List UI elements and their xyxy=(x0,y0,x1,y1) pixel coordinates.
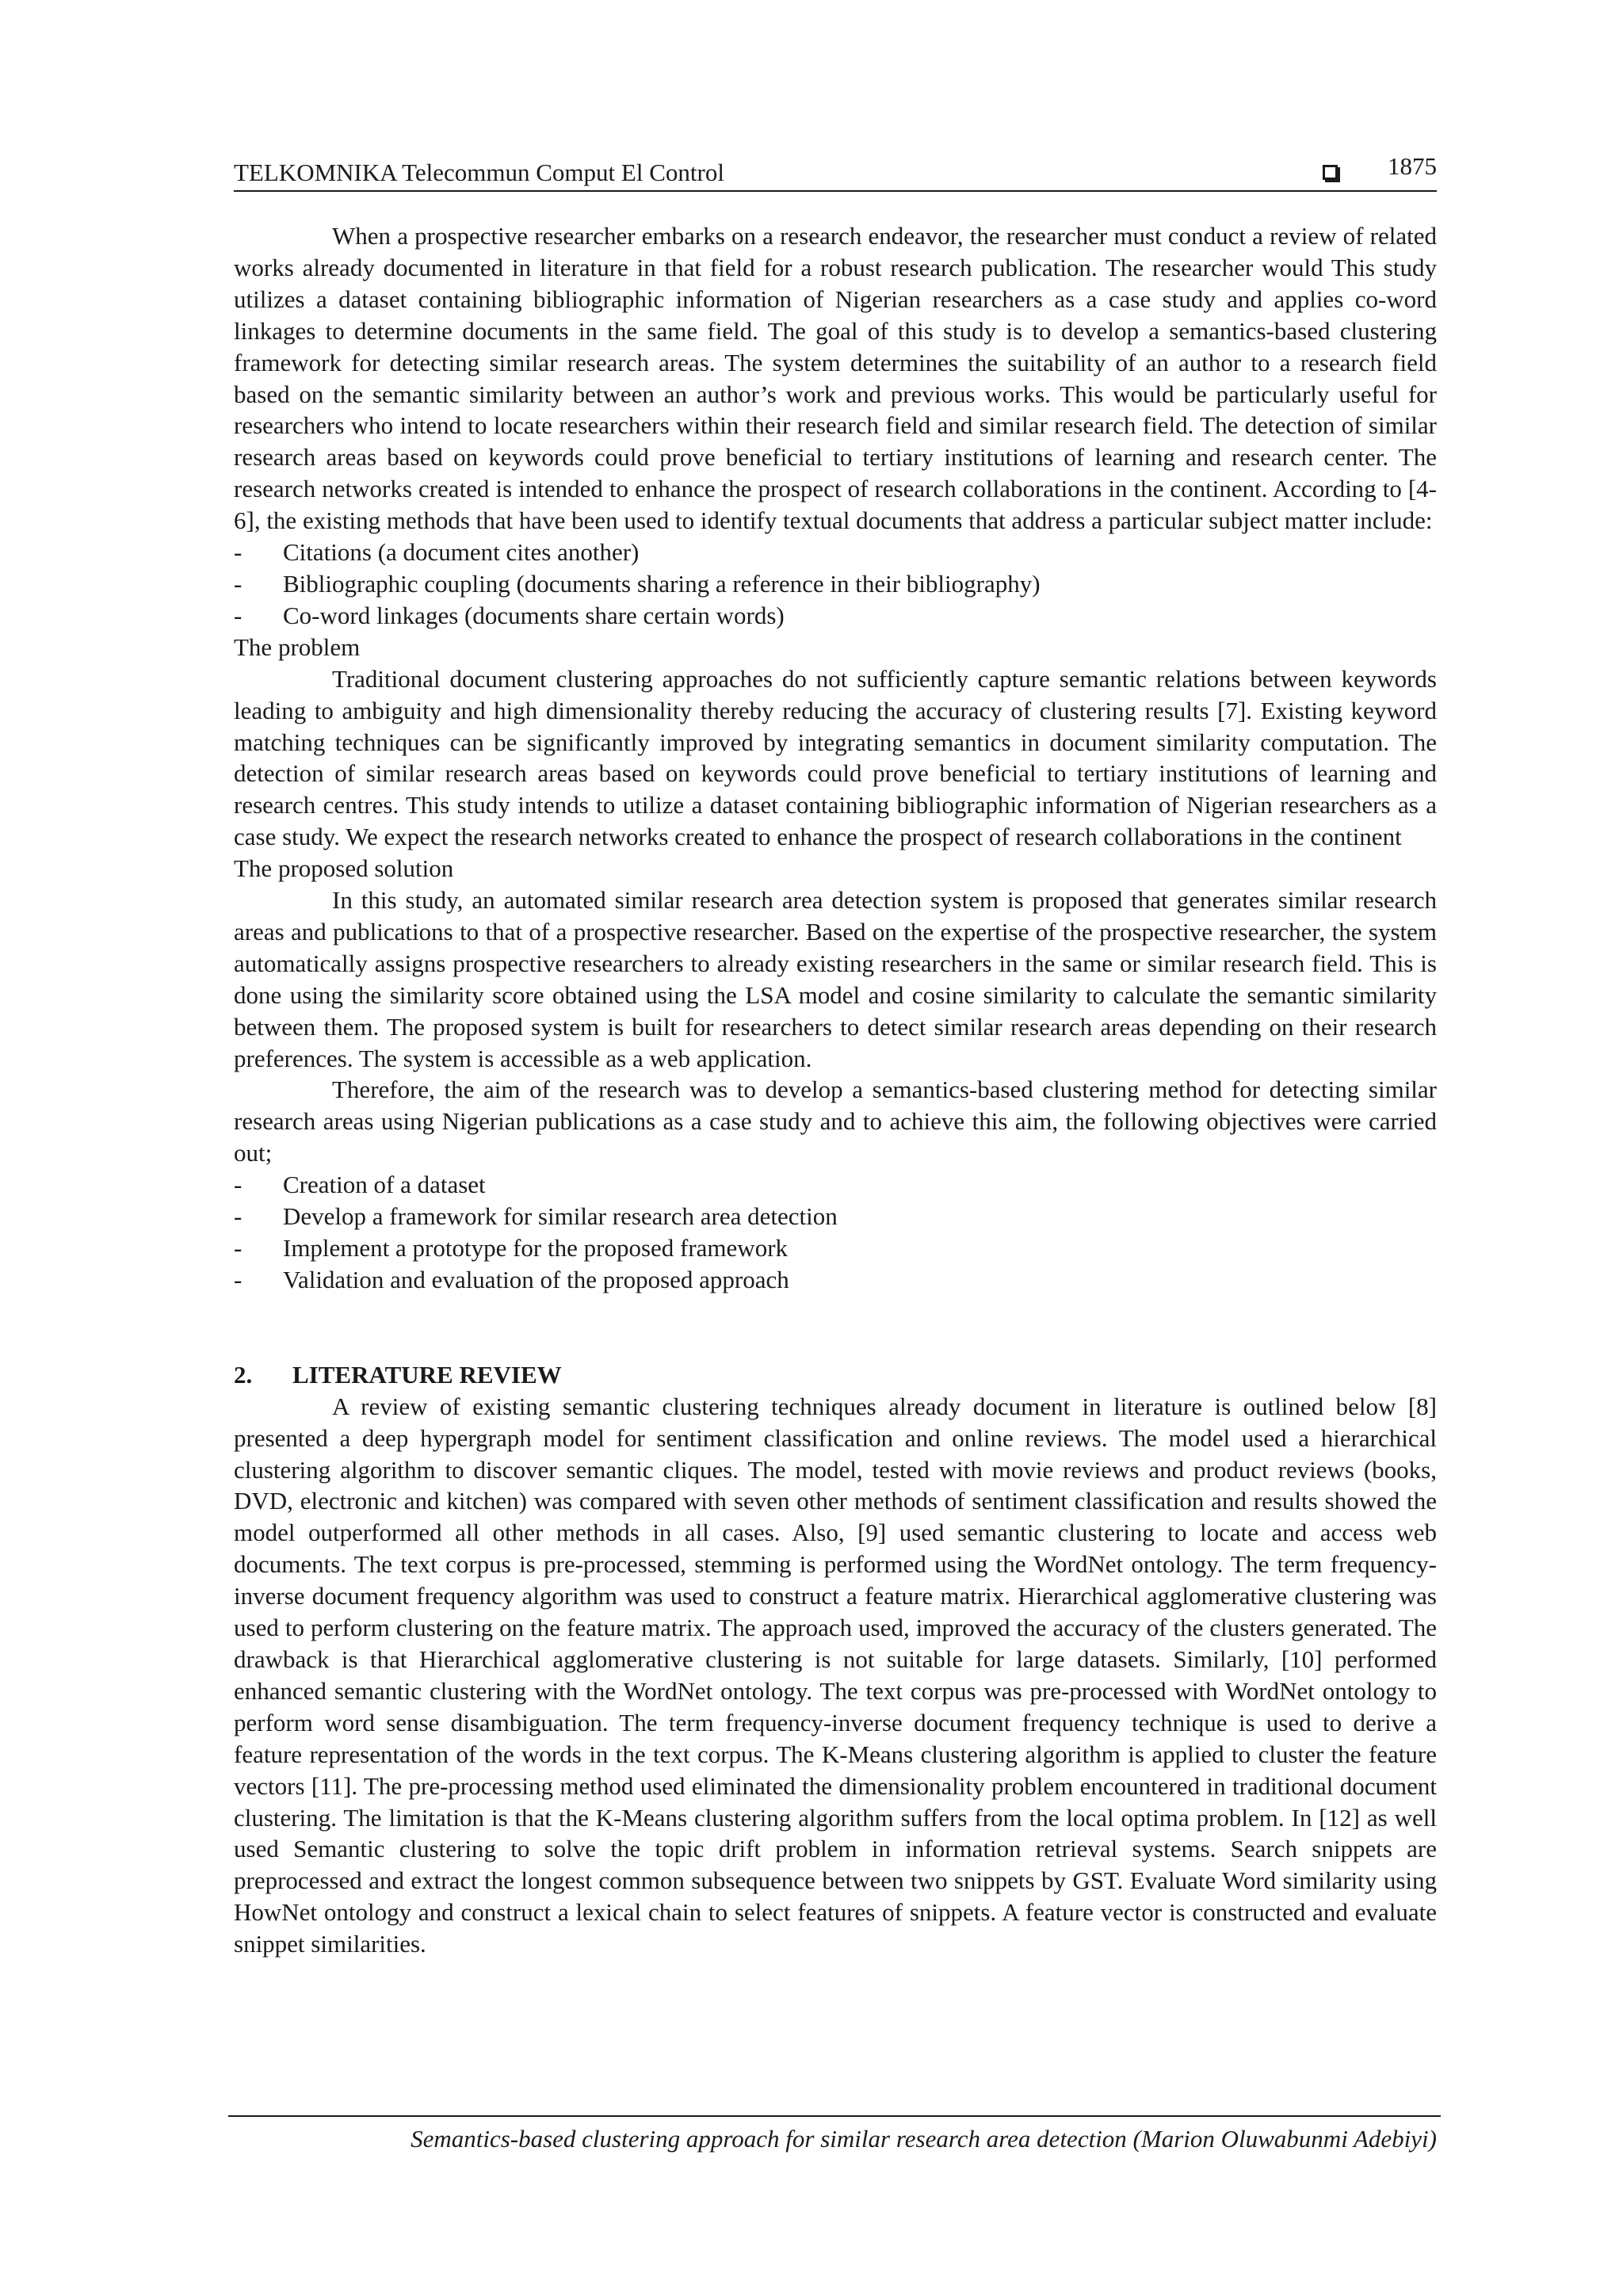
section-heading xyxy=(234,1359,1437,1391)
list-item: - Implement a prototype for the proposed framework xyxy=(234,1234,789,1262)
problem-paragraph: Traditional document clustering approaches do not sufficiently capture semantic relations between keywords leading to ambiguity and high dimensionality thereby reducing the accuracy of clustering results [7]. Existing keyword matching techniques can be significantly improved by integrating semantics in document similarity computation. The detection of similar research areas based on keywords could prove beneficial to tertiary institutions of learning and research centres. This study intends to utilize a dataset containing bibliographic information of Nigerian researchers as a case study. We expect the research networks created to enhance the prospect of research collaborations in the continent xyxy=(234,664,1437,851)
solution-heading: The proposed solution xyxy=(234,854,454,883)
list-item: - Co-word linkages (documents share certain words) xyxy=(234,601,785,629)
problem-heading: The problem xyxy=(234,632,361,661)
list-item: - Citations (a document cites another) xyxy=(234,538,640,567)
square-bullet-icon xyxy=(1323,165,1338,180)
running-footer: Semantics-based clustering approach for similar research area detection (Marion Oluwabunmi Adebiyi) xyxy=(411,2125,1437,2153)
aim-paragraph: Therefore, the aim of the research was to develop a semantics-based clustering method for detecting similar research areas using Nigerian publications as a case study and to achieve this aim, the following objectives were carried out; xyxy=(234,1075,1437,1167)
section-number: 2. xyxy=(234,1360,253,1389)
methods-list xyxy=(234,537,1437,632)
section-title: LITERATURE REVIEW xyxy=(292,1360,562,1389)
running-header xyxy=(234,154,1437,192)
list-item: - Bibliographic coupling (documents sharing a reference in their bibliography) xyxy=(234,569,1041,598)
intro-paragraph: When a prospective researcher embarks on a research endeavor, the researcher must conduct a review of related works already documented in literature in that field for a robust research publication. The researcher would This study utilizes a dataset containing bibliographic information of Nigerian researchers as a case study and applies co-word linkages to determine documents in the same field. The goal of this study is to develop a semantics-based clustering framework for detecting similar research areas. The system determines the suitability of an author to a research field based on the semantic similarity between an author’s work and previous works. This would be particularly useful for researchers who intend to locate researchers within their research field and similar research field. The detection of similar research areas based on keywords could prove beneficial to tertiary institutions of learning and research center. The research networks created is intended to enhance the prospect of research collaborations in the continent. According to [4-6], the existing methods that have been used to identify textual documents that address a particular subject matter include: xyxy=(234,222,1437,535)
header-rule xyxy=(234,190,1437,192)
body-text xyxy=(234,220,1437,1960)
list-item: - Validation and evaluation of the proposed approach xyxy=(234,1265,789,1293)
list-item: - Develop a framework for similar research area detection xyxy=(234,1202,838,1231)
footer-rule xyxy=(228,2115,1441,2117)
page-number: 1875 xyxy=(1388,152,1437,180)
list-item: - Creation of a dataset xyxy=(234,1171,486,1199)
solution-paragraph: In this study, an automated similar research area detection system is proposed that generates similar research areas and publications to that of a prospective researcher. Based on the expertise of the prospective researcher, the system automatically assigns prospective researchers to already existing researchers in the same or similar research field. This is done using the similarity score obtained using the LSA model and cosine similarity to calculate the semantic similarity between them. The proposed system is built for researchers to detect similar research areas depending on their research preferences. The system is accessible as a web application. xyxy=(234,886,1437,1072)
literature-paragraph: A review of existing semantic clustering techniques already document in literature is outlined below [8] presented a deep hypergraph model for sentiment classification and online reviews. The model used a hierarchical clustering algorithm to discover semantic cliques. The model, tested with movie reviews and product reviews (books, DVD, electronic and kitchen) was compared with seven other methods of sentiment classification and results showed the model outperformed all other methods in all cases. Also, [9] used semantic clustering to locate and access web documents. The text corpus is pre-processed, stemming is performed using the WordNet ontology. The term frequency-inverse document frequency algorithm was used to construct a feature matrix. Hierarchical agglomerative clustering was used to perform clustering on the feature matrix. The approach used, improved the accuracy of the clusters generated. The drawback is that Hierarchical agglomerative clustering is not suitable for large datasets. Similarly, [10] performed enhanced semantic clustering with the WordNet ontology. The text corpus was pre-processed with WordNet ontology to perform word sense disambiguation. The term frequency-inverse document frequency technique is used to derive a feature representation of the words in the text corpus. The K-Means clustering algorithm is applied to cluster the feature vectors [11]. The pre-processing method used eliminated the dimensionality problem encountered in traditional document clustering. The limitation is that the K-Means clustering algorithm suffers from the local optima problem. In [12] as well used Semantic clustering to solve the topic drift problem in information retrieval systems. Search snippets are preprocessed and extract the longest common subsequence between two snippets by GST. Evaluate Word similarity using HowNet ontology and construct a lexical chain to select features of snippets. A feature vector is constructed and evaluate snippet similarities. xyxy=(234,1392,1437,1958)
journal-title: TELKOMNIKA Telecommun Comput El Control xyxy=(234,159,724,186)
objectives-list xyxy=(234,1169,1437,1296)
